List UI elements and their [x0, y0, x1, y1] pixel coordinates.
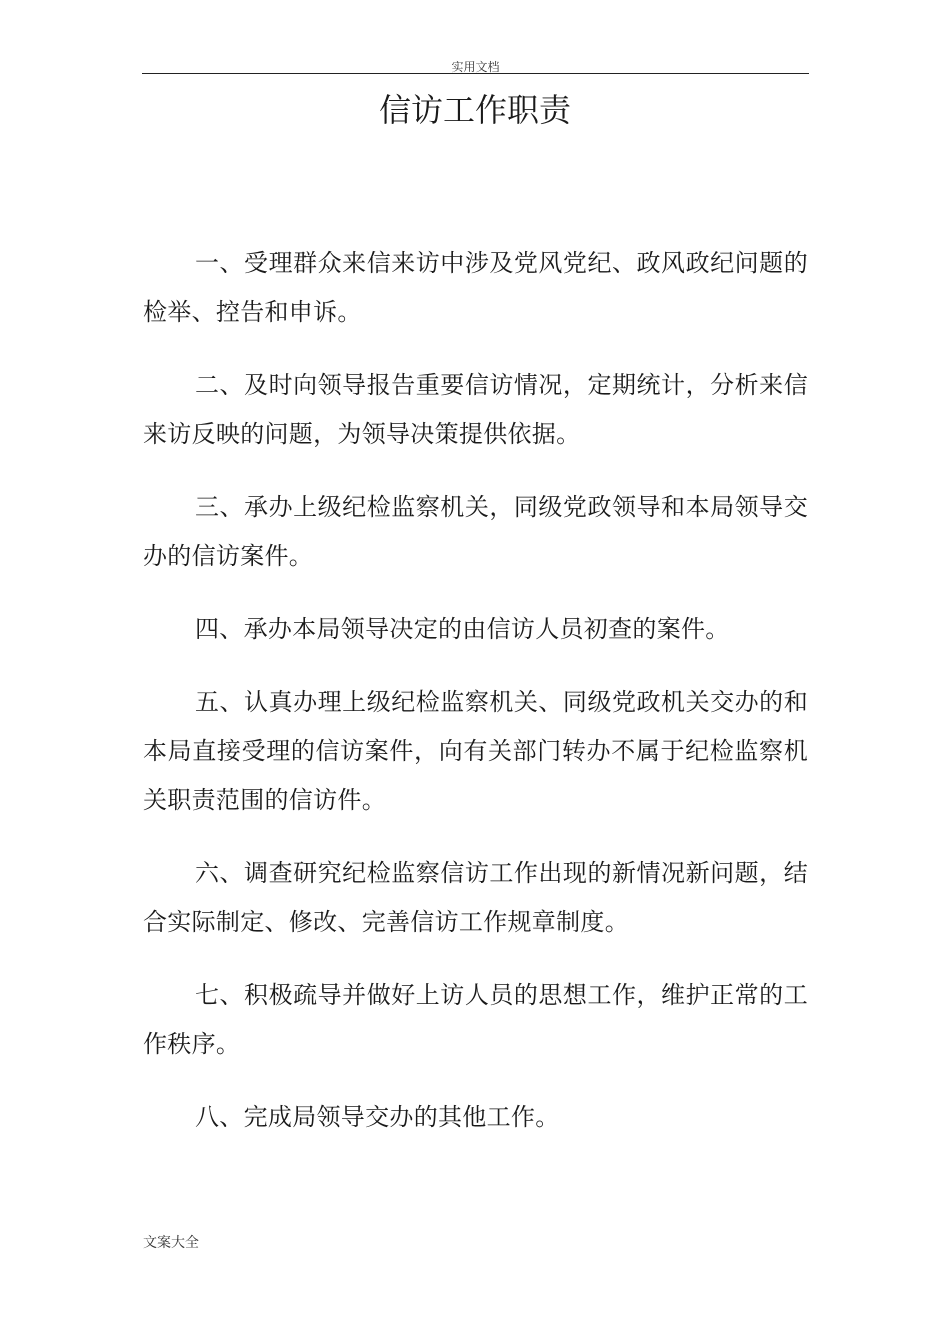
duty-item-5: 五、认真办理上级纪检监察机关、同级党政机关交办的和本局直接受理的信访案件，向有关部门转办不属于纪检监察机关职责范围的信访件。	[143, 688, 808, 814]
duty-item-1: 一、受理群众来信来访中涉及党风党纪、政风政纪问题的检举、控告和申诉。	[143, 249, 808, 326]
duty-item-7: 七、积极疏导并做好上访人员的思想工作，维护正常的工作秩序。	[143, 981, 808, 1058]
duty-item-3: 三、承办上级纪检监察机关，同级党政领导和本局领导交办的信访案件。	[143, 493, 808, 570]
document-title: 信访工作职责	[378, 91, 571, 129]
duty-item-8: 八、完成局领导交办的其他工作。	[195, 1103, 560, 1131]
duty-item-2: 二、及时向领导报告重要信访情况，定期统计，分析来信来访反映的问题，为领导决策提供依据。	[143, 371, 808, 448]
page-footer: 文案大全	[143, 1235, 199, 1251]
page-header	[142, 56, 809, 74]
duty-list	[143, 239, 808, 1166]
header-text: 实用文档	[451, 60, 500, 74]
duty-item-4: 四、承办本局领导决定的由信访人员初查的案件。	[195, 615, 730, 643]
duty-item-6: 六、调查研究纪检监察信访工作出现的新情况新问题，结合实际制定、修改、完善信访工作规章制度。	[143, 859, 808, 936]
